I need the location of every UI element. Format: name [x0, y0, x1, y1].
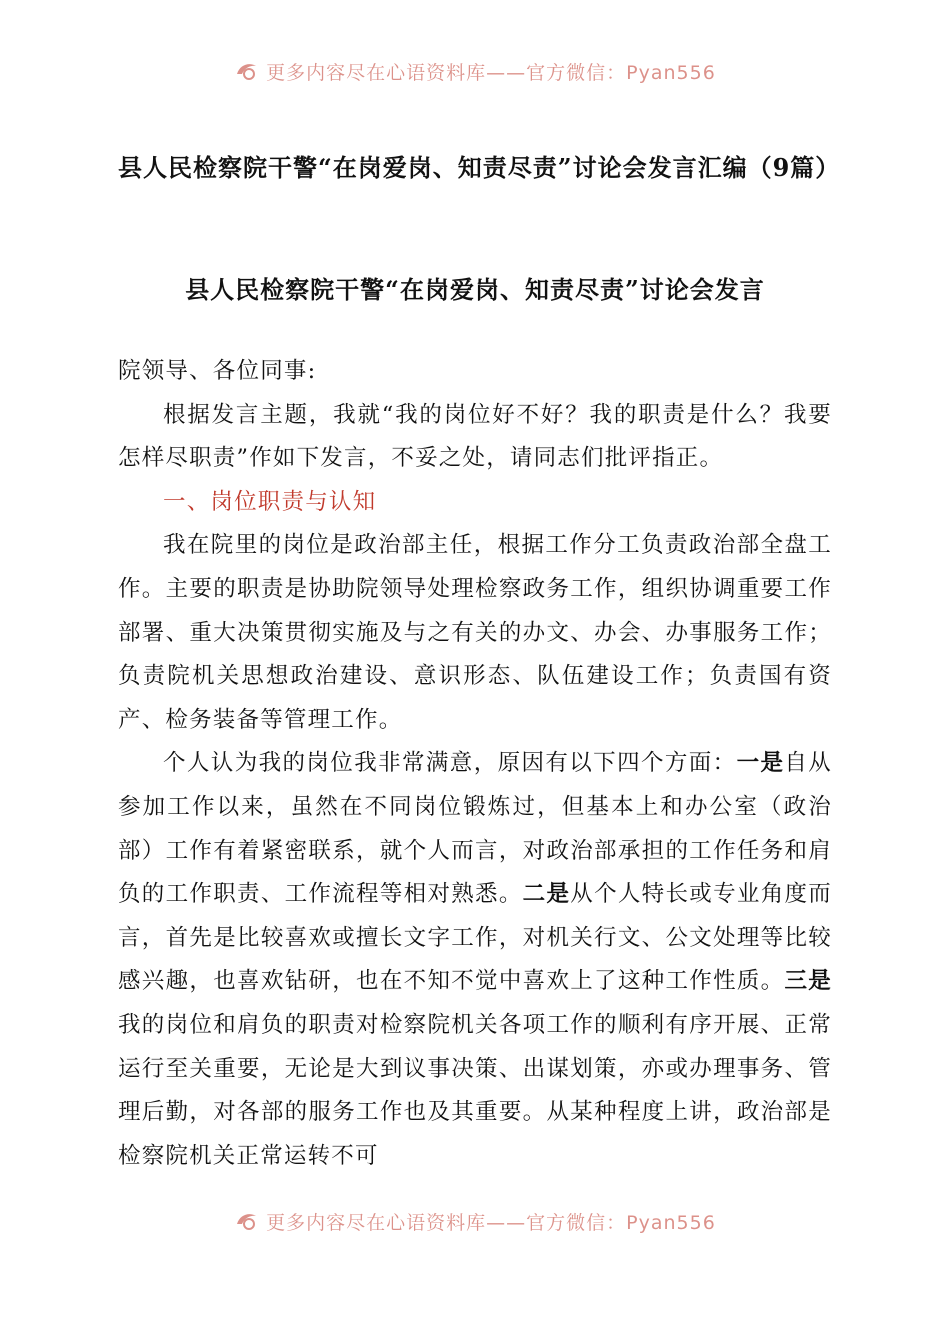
point-1-label: 一是	[736, 750, 785, 777]
watermark-text: 更多内容尽在心语资料库——官方微信：Pyan556	[266, 61, 716, 84]
point-3-text: 我的岗位和肩负的职责对检察院机关各项工作的顺利有序开展、正常运行至关重要，无论是大到议事决策、出谋划策，亦或办理事务、管理后勤，对各部的服务工作也及其重要。从某种程度上讲，政治部是检察院机关正常运转不可	[118, 1011, 832, 1169]
logo-icon	[234, 60, 260, 82]
speech-title: 县人民检察院干警“在岗爱岗、知责尽责”讨论会发言	[185, 275, 765, 304]
intro-paragraph: 根据发言主题，我就“我的岗位好不好？我的职责是什么？我要怎样尽职责”作如下发言，不妥之处，请同志们批评指正。	[118, 401, 832, 472]
point-2-label: 二是	[522, 881, 571, 908]
watermark-header	[0, 56, 950, 86]
watermark-text: 更多内容尽在心语资料库——官方微信：Pyan556	[266, 1211, 716, 1234]
point-2-text: 从个人特长或专业角度而言，首先是比较喜欢或擅长文字工作，对机关行文、公文处理等比较感兴趣，也喜欢钻研，也在不知不觉中喜欢上了这种工作性质。	[118, 881, 832, 995]
reasons-paragraph	[118, 742, 832, 1178]
reasons-lead: 个人认为我的岗位我非常满意，原因有以下四个方面：	[163, 750, 737, 777]
document-title: 县人民检察院干警“在岗爱岗、知责尽责”讨论会发言汇编（9篇）	[118, 153, 841, 182]
point-3-label: 三是	[784, 968, 832, 995]
point-1-text: 自从参加工作以来，虽然在不同岗位锻炼过，但基本上和办公室（政治部）工作有着紧密联系，就个人而言，对政治部承担的工作任务和肩负的工作职责、工作流程等相对熟悉。	[118, 750, 833, 908]
watermark-footer	[0, 1206, 950, 1236]
document-body	[118, 350, 832, 1178]
salutation: 院领导、各位同事:	[118, 358, 317, 384]
logo-icon	[234, 1210, 260, 1232]
section-heading-1: 一、岗位职责与认知	[163, 488, 377, 515]
role-paragraph: 我在院里的岗位是政治部主任，根据工作分工负责政治部全盘工作。主要的职责是协助院领导处理检察政务工作，组织协调重要工作部署、重大决策贯彻实施及与之有关的办文、办会、办事服务工作；负责院机关思想政治建设、意识形态、队伍建设工作；负责国有资产、检务装备等管理工作。	[118, 532, 832, 733]
